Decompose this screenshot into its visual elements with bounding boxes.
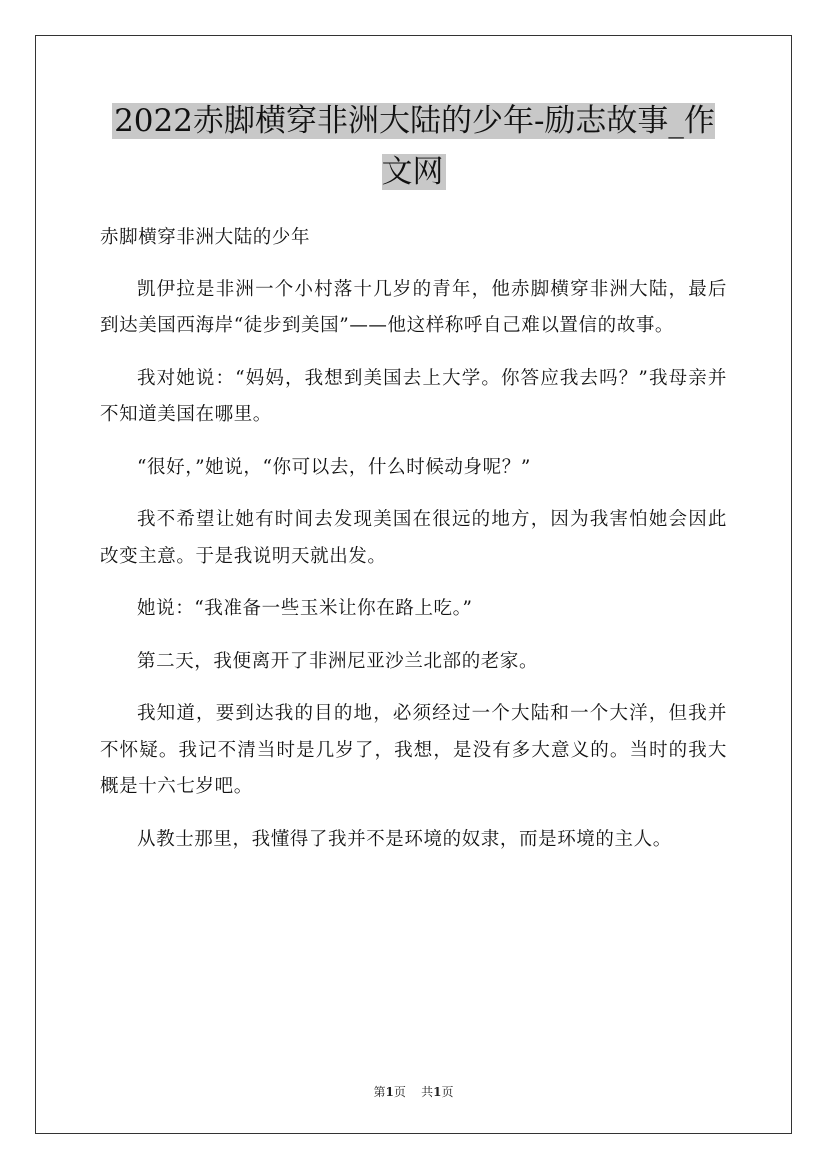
paragraph-1: 凯伊拉是非洲一个小村落十几岁的青年，他赤脚横穿非洲大陆，最后到达美国西海岸“徒步到美国”——他这样称呼自己难以置信的故事。 bbox=[100, 278, 727, 336]
total-pages: 1 bbox=[433, 1085, 442, 1099]
page-footer bbox=[0, 1083, 827, 1100]
page-suffix: 页 bbox=[393, 1085, 406, 1099]
page-prefix: 第 bbox=[373, 1085, 386, 1099]
paragraph-4: 我不希望让她有时间去发现美国在很远的地方，因为我害怕她会因此改变主意。于是我说明天就出发。 bbox=[100, 509, 727, 567]
paragraph-8: 从教士那里，我懂得了我并不是环境的奴隶，而是环境的主人。 bbox=[137, 828, 672, 850]
document-title-block bbox=[100, 96, 727, 198]
page-number: 1 bbox=[385, 1085, 394, 1099]
paragraph-5: 她说：“我准备一些玉米让你在路上吃。” bbox=[137, 598, 473, 619]
article-subtitle: 赤脚横穿非洲大陆的少年 bbox=[100, 227, 311, 248]
document-title: 2022赤脚横穿非洲大陆的少年-励志故事_作文网 bbox=[114, 103, 715, 190]
paragraph-2: 我对她说：“妈妈，我想到美国去上大学。你答应我去吗？”我母亲并不知道美国在哪里。 bbox=[100, 367, 727, 425]
paragraph-6: 第二天，我便离开了非洲尼亚沙兰北部的老家。 bbox=[137, 650, 539, 672]
total-suffix: 页 bbox=[441, 1085, 454, 1099]
document-body bbox=[100, 220, 727, 874]
total-prefix: 共 bbox=[421, 1085, 434, 1099]
paragraph-3: “很好，”她说，“你可以去，什么时候动身呢？” bbox=[137, 456, 531, 478]
paragraph-7: 我知道，要到达我的目的地，必须经过一个大陆和一个大洋，但我并不怀疑。我记不清当时是几岁了，我想，是没有多大意义的。当时的我大概是十六七岁吧。 bbox=[100, 703, 727, 797]
